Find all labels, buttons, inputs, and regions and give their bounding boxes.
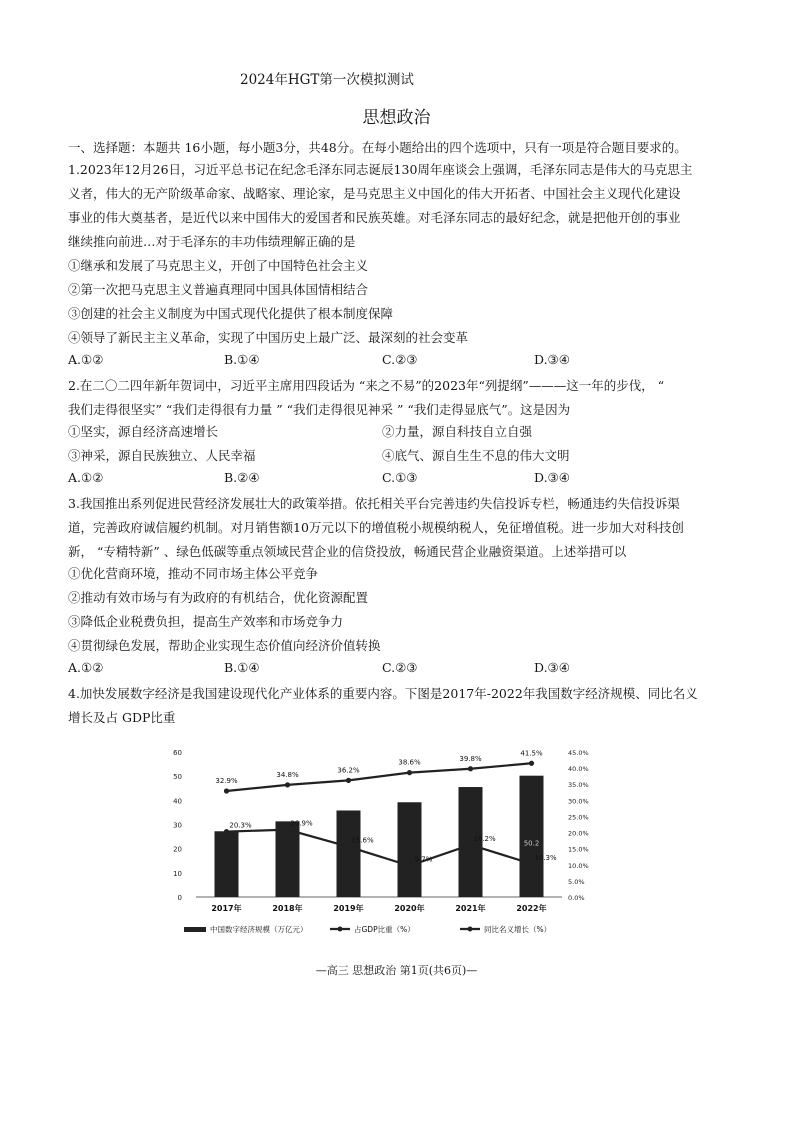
legend-label: 占GDP比重（%）	[354, 925, 415, 934]
statement-4: ④贯彻绿色发展，帮助企业实现生态价值向经济价值转换	[68, 638, 381, 653]
bar-2020年	[398, 802, 422, 897]
answer-option-b[interactable]: B.②④	[224, 470, 260, 485]
gdp-share-data-label: 38.6%	[398, 758, 421, 767]
statement-1: ①优化营商环境，推动不同市场主体公平竞争	[68, 566, 319, 581]
answer-option-a[interactable]: A.①②	[68, 660, 104, 675]
answer-option-c[interactable]: C.②③	[382, 352, 418, 367]
statement-3: ③创建的社会主义制度为中国式现代化提供了根本制度保障	[68, 306, 394, 321]
statement-3: ③神采，源自民族独立、人民幸福	[68, 448, 256, 463]
growth-data-label: 16.2%	[473, 834, 496, 843]
question-text-line: 1.2023年12月26日，习近平总书记在纪念毛泽东同志诞辰130周年座谈会上强调，毛泽东同志是伟大的马克思主	[68, 162, 693, 177]
question-2-answers	[68, 470, 708, 490]
gdp-share-point	[285, 782, 290, 787]
question-text-line: 2.在二〇二四年新年贺词中，习近平主席用四段话为 “来之不易”的2023年“列提纲”———这一年的步伐， “	[68, 378, 665, 393]
question-text-line: 我们走得很坚实” “我们走得很有力量 ” “我们走得很见神采 ” “我们走得显底气”。这是因为	[68, 402, 571, 417]
x-tick-label: 2019年	[333, 904, 364, 913]
question-3-stem	[68, 492, 736, 564]
answer-option-b[interactable]: B.①④	[224, 660, 260, 675]
question-1-answers	[68, 352, 708, 372]
x-tick-label: 2022年	[516, 904, 547, 913]
left-tick-label: 50	[173, 773, 182, 782]
gdp-share-data-label: 32.9%	[215, 776, 238, 785]
gdp-share-point	[407, 770, 412, 775]
section-heading: 一、选择题：本题共 16小题，每小题3分，共48分。在每小题给出的四个选项中，只有一项是符合题目要求的。	[68, 140, 687, 155]
right-tick-label: 5.0%	[568, 877, 585, 886]
answer-option-a[interactable]: A.①②	[68, 352, 104, 367]
right-tick-label: 15.0%	[568, 845, 589, 854]
legend-point-swatch	[338, 927, 343, 932]
question-text-line: 新， “专精特新” 、绿色低碳等重点领域民营企业的信贷投放，畅通民营企业融资渠道。上述举措可以	[68, 544, 627, 559]
statement-4: ④领导了新民主主义革命，实现了中国历史上最广泛、最深刻的社会变革	[68, 330, 469, 345]
bar-2019年	[337, 810, 361, 897]
growth-data-label: 10.3%	[534, 853, 557, 862]
right-tick-label: 10.0%	[568, 861, 589, 870]
gdp-share-point	[346, 778, 351, 783]
growth-point	[285, 827, 290, 832]
right-tick-label: 45.0%	[568, 749, 589, 757]
x-tick-label: 2018年	[272, 904, 303, 913]
right-tick-label: 20.0%	[568, 829, 589, 838]
gdp-share-point	[468, 766, 473, 771]
right-tick-label: 25.0%	[568, 813, 589, 822]
answer-option-a[interactable]: A.①②	[68, 470, 104, 485]
question-text-line: 增长及占 GDP比重	[68, 710, 176, 725]
x-tick-label: 2020年	[394, 904, 425, 913]
answer-option-d[interactable]: D.③④	[534, 352, 570, 367]
growth-point	[529, 861, 534, 866]
question-2-statements-row-2	[68, 446, 708, 466]
legend-bar-swatch	[184, 927, 206, 932]
answer-option-d[interactable]: D.③④	[534, 470, 570, 485]
left-tick-label: 60	[173, 749, 182, 757]
left-tick-label: 20	[173, 845, 182, 854]
question-3-answers	[68, 660, 708, 680]
page-footer: —高三 思想政治 第1页(共6页)—	[315, 964, 478, 977]
gdp-share-data-label: 36.2%	[337, 766, 360, 775]
growth-data-label: 15.6%	[351, 836, 374, 845]
gdp-share-point	[529, 761, 534, 766]
legend-label: 中国数字经济规模（万亿元）	[210, 925, 308, 934]
answer-option-c[interactable]: C.②③	[382, 660, 418, 675]
question-text-line: 义者，伟大的无产阶级革命家、战略家、理论家，是马克思主义中国化的伟大开拓者、中国社会主义现代化建设	[68, 186, 681, 201]
right-tick-label: 30.0%	[568, 797, 589, 806]
growth-data-label: 20.3%	[229, 821, 252, 830]
left-tick-label: 30	[173, 821, 182, 830]
bar-2022年	[520, 776, 544, 897]
statement-1: ①坚实，源自经济高速增长	[68, 424, 219, 439]
answer-option-c[interactable]: C.①③	[382, 470, 418, 485]
answer-option-d[interactable]: D.③④	[534, 660, 570, 675]
growth-data-label: 9.7%	[414, 855, 433, 864]
gdp-share-data-label: 41.5%	[520, 749, 543, 758]
question-text-line: 道，完善政府诚信履约机制。对月销售额10万元以下的增值税小规模纳税人，免征增值税。进一步加大对科技创	[68, 520, 684, 535]
question-text-line: 继续推向前进…对于毛泽东的丰功伟绩理解正确的是	[68, 234, 356, 249]
statement-1: ①继承和发展了马克思主义，开创了中国特色社会主义	[68, 258, 369, 273]
question-text-line: 4.加快发展数字经济是我国建设现代化产业体系的重要内容。下图是2017年-2022年我国数字经济规模、同比名义	[68, 686, 698, 701]
statement-2: ②第一次把马克思主义普遍真理同中国具体国情相结合	[68, 282, 369, 297]
statement-2: ②推动有效市场与有为政府的有机结合，优化资源配置	[68, 590, 369, 605]
left-tick-label: 0	[177, 894, 182, 902]
x-tick-label: 2017年	[211, 904, 242, 913]
question-1-stem	[68, 158, 736, 254]
growth-point	[468, 842, 473, 847]
left-tick-label: 10	[173, 869, 182, 878]
question-2-statements-row-1	[68, 422, 708, 442]
x-tick-label: 2021年	[455, 904, 486, 913]
gdp-share-data-label: 39.8%	[459, 754, 482, 763]
bar-data-label: 50.2	[523, 839, 540, 848]
statement-3: ③降低企业税费负担，提高生产效率和市场竞争力	[68, 614, 344, 629]
growth-data-label: 20.9%	[290, 819, 313, 828]
growth-point	[346, 844, 351, 849]
exam-title: 2024年HGT第一次模拟测试	[240, 72, 414, 88]
chart-svg	[170, 742, 600, 947]
statement-4: ④底气、源自生生不息的伟大文明	[382, 448, 570, 463]
subject-title: 思想政治	[362, 108, 431, 128]
right-tick-label: 35.0%	[568, 781, 589, 790]
bar-2017年	[215, 831, 239, 897]
question-text-line: 事业的伟大奠基者，是近代以来中国伟大的爱国者和民族英雄。对毛泽东同志的最好纪念，就是把他开创的事业	[68, 210, 681, 225]
legend-label: 同比名义增长（%）	[484, 925, 552, 934]
growth-point	[224, 829, 229, 834]
growth-point	[407, 863, 412, 868]
gdp-share-line	[227, 763, 532, 791]
question-4-stem	[68, 682, 736, 730]
gdp-share-data-label: 34.8%	[276, 770, 299, 779]
answer-option-b[interactable]: B.①④	[224, 352, 260, 367]
digital-economy-chart	[170, 742, 600, 947]
question-2-stem	[68, 374, 736, 422]
question-text-line: 3.我国推出系列促进民营经济发展壮大的政策举措。依托相关平台完善违约失信投诉专栏，畅通违约失信投诉渠	[68, 496, 680, 511]
legend-point-swatch	[468, 927, 473, 932]
left-tick-label: 40	[173, 797, 182, 806]
right-tick-label: 0.0%	[568, 894, 585, 902]
gdp-share-point	[224, 788, 229, 793]
statement-2: ②力量，源自科技自立自强	[382, 424, 533, 439]
right-tick-label: 40.0%	[568, 765, 589, 774]
